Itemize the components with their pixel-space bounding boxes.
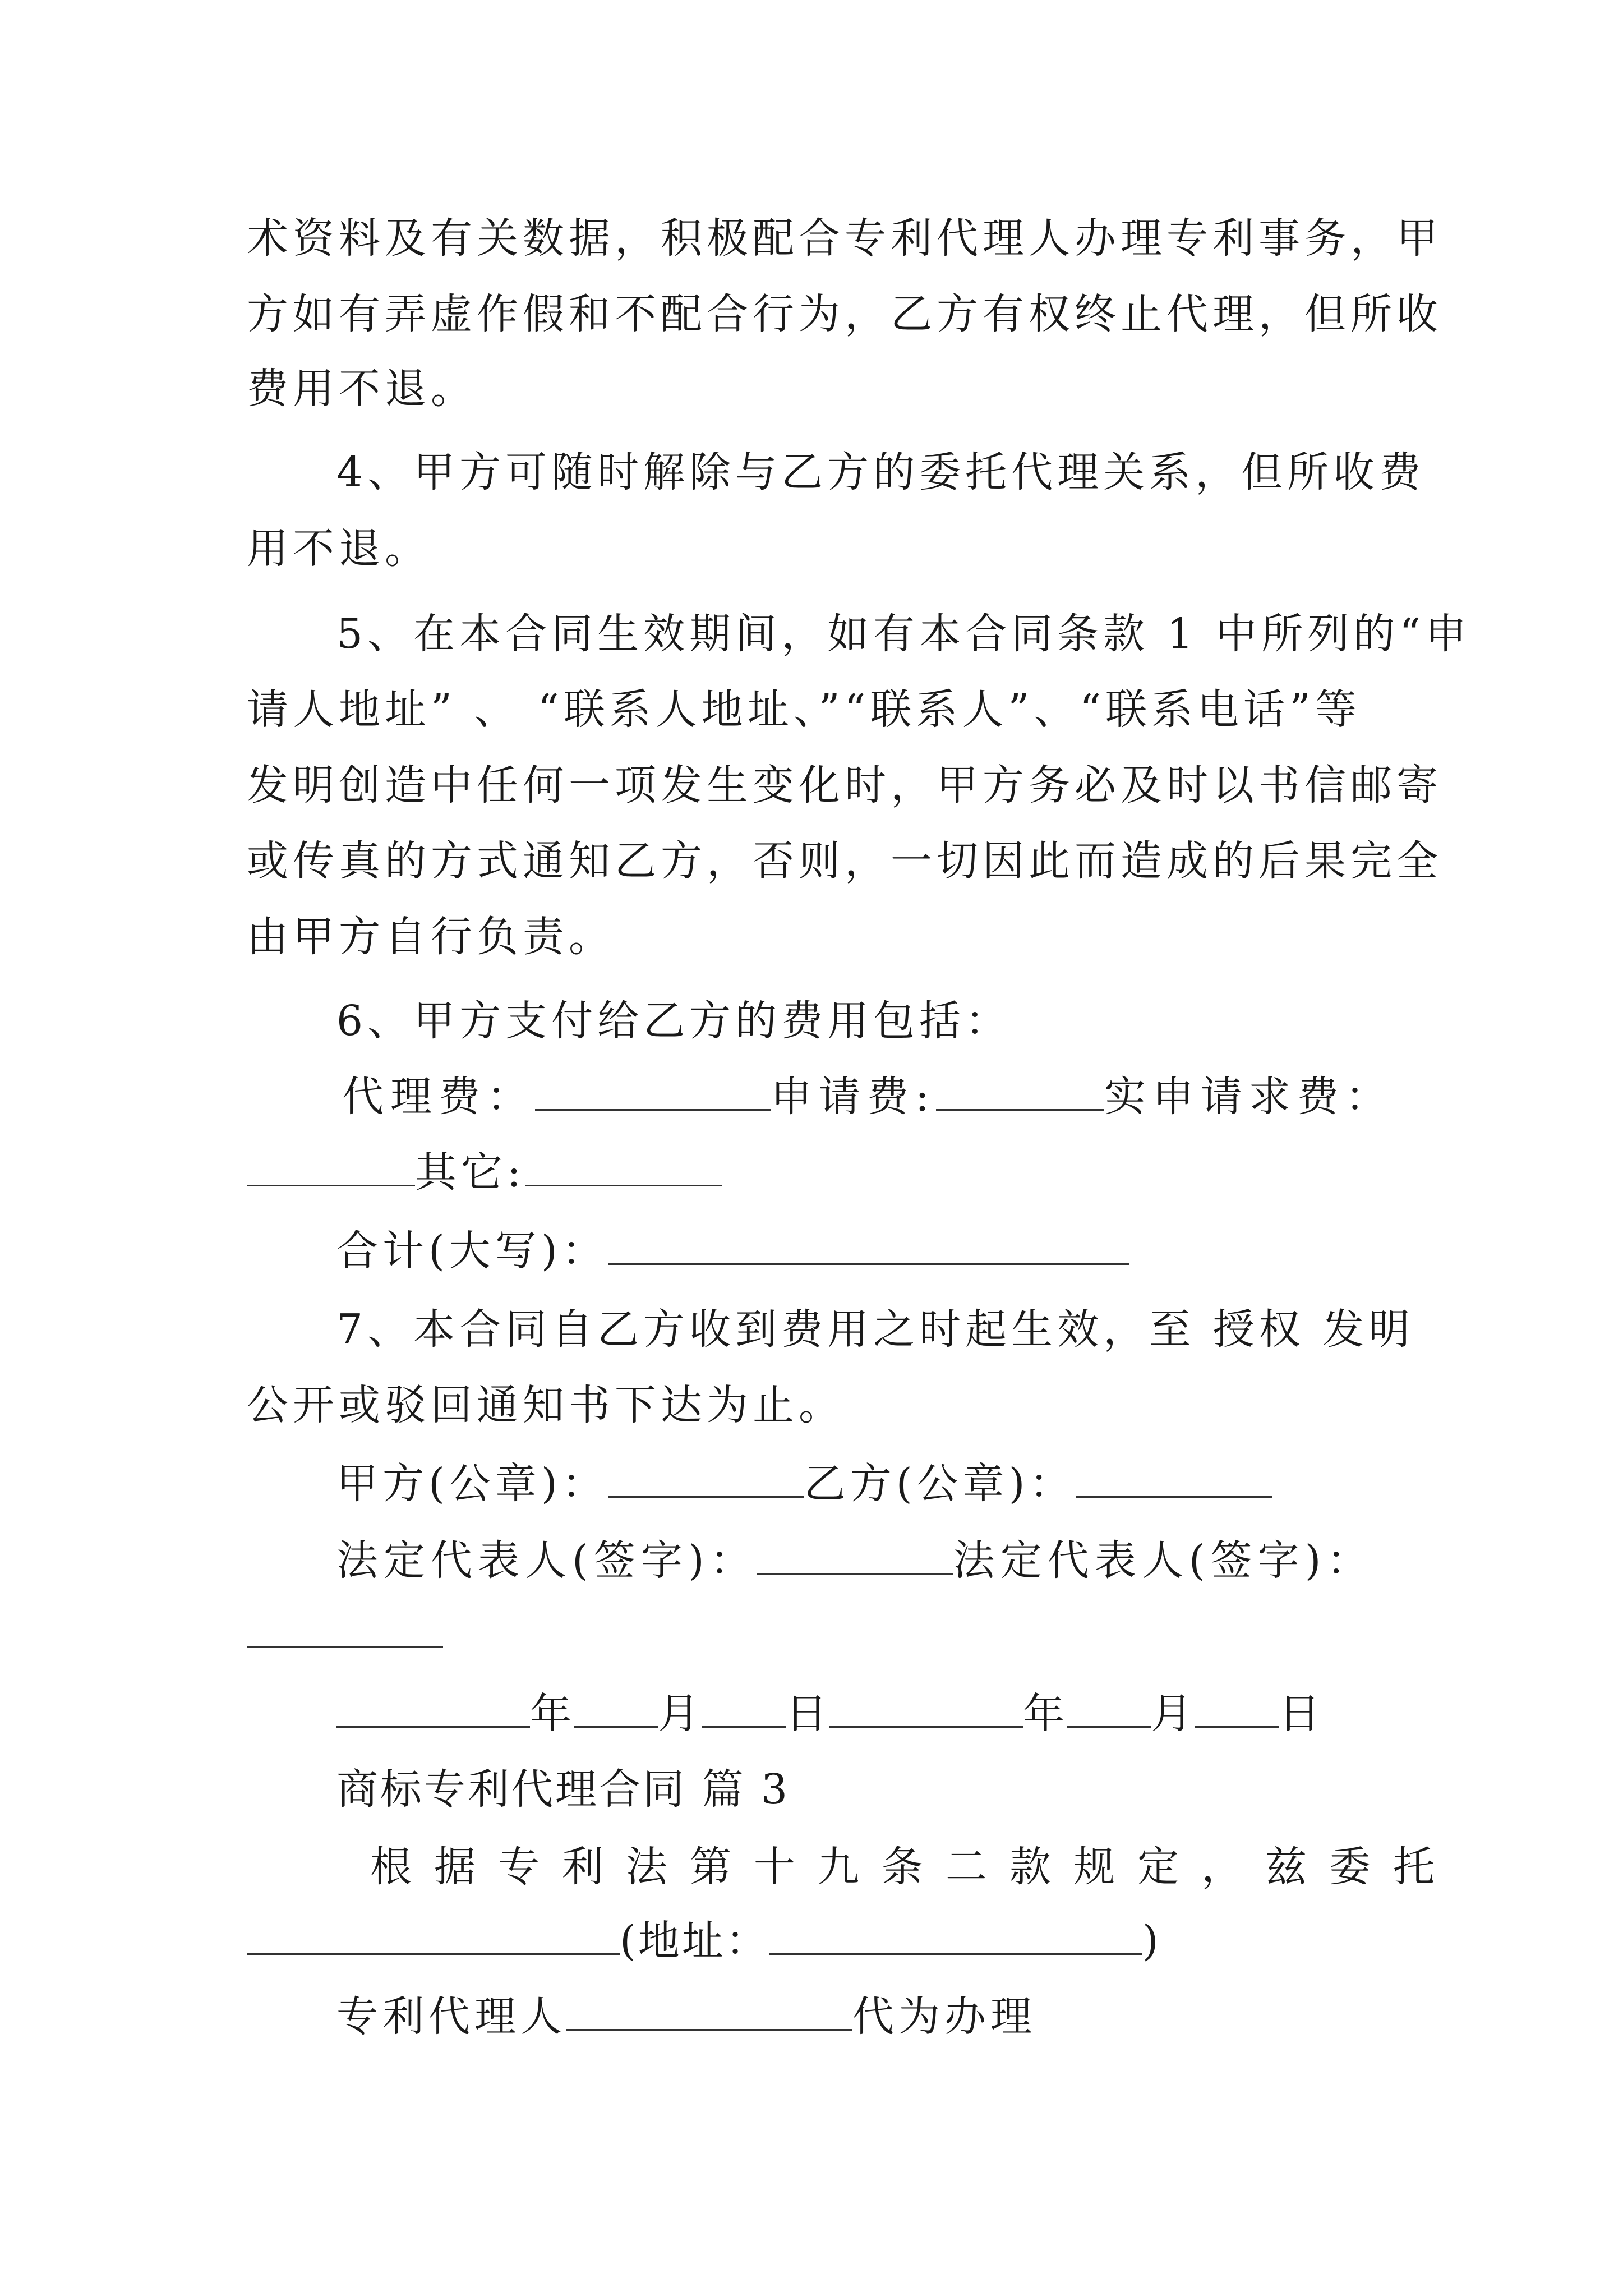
paragraph-4-line-2: 用不退。 [247, 524, 431, 573]
fee-exam-blank[interactable] [247, 1145, 415, 1186]
paragraph-7-line-2: 公开或驳回通知书下达为止。 [247, 1381, 845, 1429]
section-title: 商标专利代理合同 篇 3 [336, 1765, 790, 1814]
rep-b-label: 法定代表人(签字)： [953, 1536, 1374, 1585]
fee-other-label: 其它: [415, 1148, 525, 1197]
paragraph-5-line-5: 由甲方自行负责。 [247, 913, 615, 961]
agent-blank[interactable] [566, 1990, 852, 2031]
address-blank[interactable] [769, 1914, 1142, 1955]
date-line [336, 1686, 1322, 1742]
fee-total-label: 合计(大写)： [336, 1227, 608, 1275]
fee-agent-blank[interactable] [535, 1070, 771, 1111]
agent-label: 专利代理人 [336, 1993, 566, 2041]
fee-line [342, 1069, 1394, 1125]
address-close: ) [1142, 1917, 1161, 1965]
paragraph-3-line-1: 术资料及有关数据，积极配合专利代理人办理专利事务，甲 [247, 214, 1442, 263]
date-a-day: 日 [786, 1690, 829, 1738]
date-a-year: 年 [530, 1690, 574, 1738]
fee-total-blank[interactable] [608, 1224, 1129, 1265]
rep-b-blank-line [247, 1605, 443, 1662]
fee-apply-blank[interactable] [936, 1070, 1104, 1111]
paragraph-5-line-4: 或传真的方式通知乙方，否则，一切因此而造成的后果完全 [247, 837, 1442, 885]
date-b-month: 月 [1151, 1690, 1195, 1738]
paragraph-5-line-3: 发明创造中任何一项发生变化时，甲方务必及时以书信邮寄 [247, 761, 1442, 809]
date-b-year-blank[interactable] [829, 1687, 1023, 1728]
date-a-day-blank[interactable] [702, 1687, 786, 1728]
rep-b-blank[interactable] [247, 1607, 443, 1648]
fee-total-line [336, 1223, 1129, 1279]
date-a-month: 月 [658, 1690, 702, 1738]
paragraph-7-line-1: 7、本合同自乙方收到费用之时起生效，至 授权 发明 [336, 1305, 1415, 1354]
seal-line [336, 1456, 1272, 1512]
date-a-year-blank[interactable] [336, 1687, 530, 1728]
party-a-seal-label: 甲方(公章)： [336, 1460, 608, 1508]
paragraph-6-line-1: 6、甲方支付给乙方的费用包括： [336, 997, 1012, 1045]
date-b-month-blank[interactable] [1067, 1687, 1151, 1728]
paragraph-5-line-1: 5、在本合同生效期间，如有本合同条款 1 中所列的“申 [336, 610, 1472, 658]
agent-suffix: 代为办理 [852, 1993, 1036, 2041]
paragraph-9-line-1 [336, 1989, 1036, 2045]
paragraph-3-line-2: 方如有弄虚作假和不配合行为，乙方有权终止代理，但所收 [247, 290, 1442, 338]
fee-apply-label: 申请费: [771, 1073, 936, 1121]
fee-other-blank[interactable] [525, 1145, 722, 1186]
paragraph-8-line-1: 根据专利法第十九条二款规定，兹委托 [370, 1843, 1457, 1891]
date-b-day: 日 [1279, 1690, 1322, 1738]
fee-exam-label: 实申请求费： [1104, 1073, 1394, 1121]
date-a-month-blank[interactable] [574, 1687, 658, 1728]
paragraph-5-line-2: 请人地址” 、 “联系人地址、”“联系人”、“联系电话”等 [247, 685, 1361, 734]
party-b-seal-blank[interactable] [1076, 1457, 1272, 1498]
date-b-day-blank[interactable] [1195, 1687, 1279, 1728]
party-b-seal-label: 乙方(公章)： [804, 1460, 1076, 1508]
paragraph-4-line-1: 4、甲方可随时解除与乙方的委托代理关系，但所收费 [336, 448, 1426, 496]
paragraph-3-line-3: 费用不退。 [247, 365, 477, 413]
rep-a-blank[interactable] [757, 1534, 953, 1575]
fee-other-line [247, 1144, 722, 1200]
rep-a-label: 法定代表人(签字)： [336, 1536, 757, 1585]
paragraph-8-line-2 [247, 1913, 1161, 1969]
principal-blank[interactable] [247, 1914, 620, 1955]
fee-agent-label: 代理费： [342, 1073, 535, 1121]
party-a-seal-blank[interactable] [608, 1457, 804, 1498]
address-label: (地址： [620, 1917, 769, 1965]
rep-line [336, 1533, 1374, 1589]
date-b-year: 年 [1023, 1690, 1067, 1738]
